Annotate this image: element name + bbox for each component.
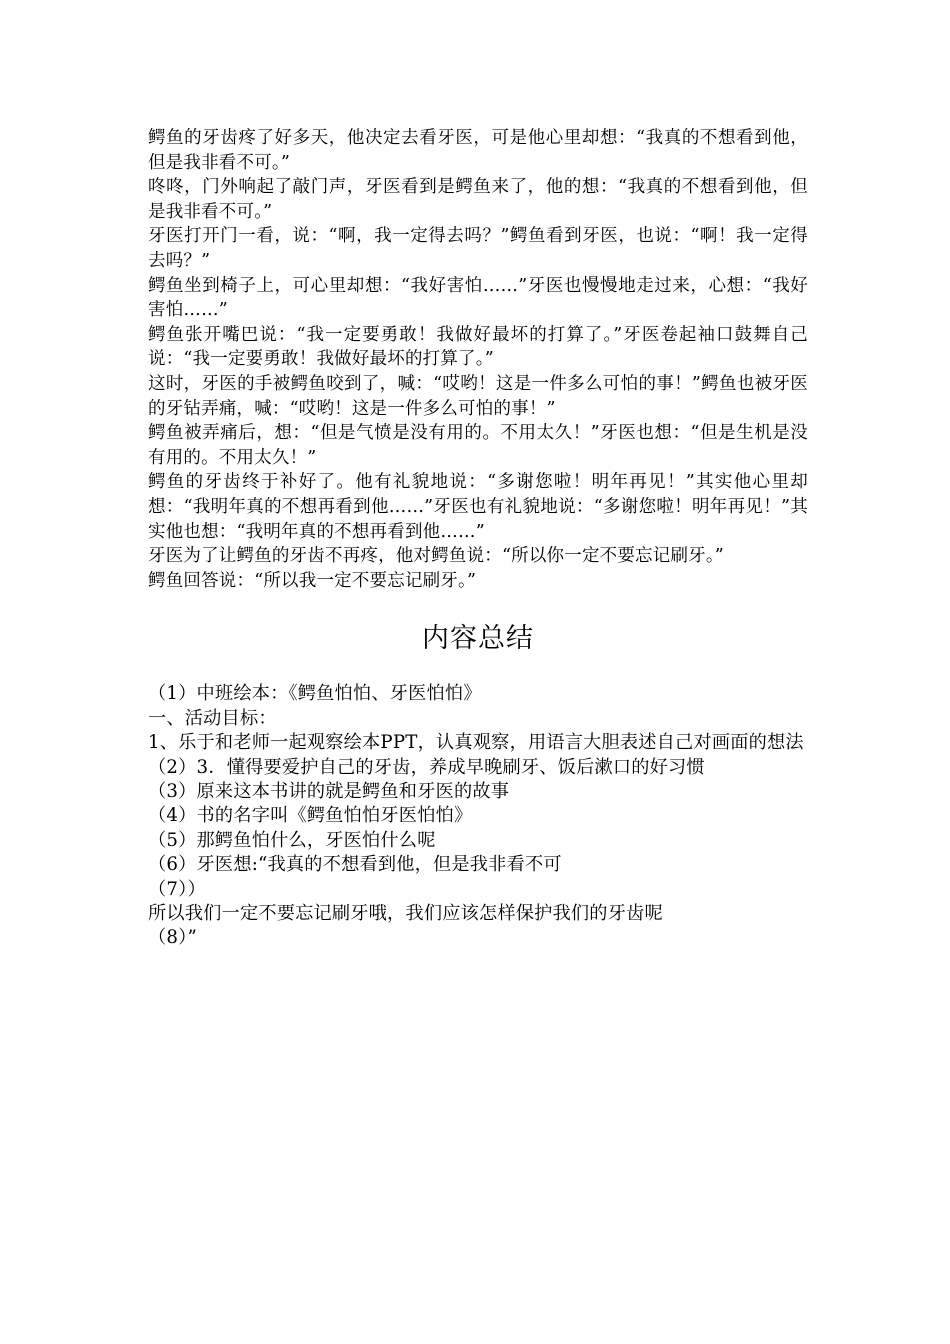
story-text: [148, 126, 808, 593]
summary-item: （8）”: [148, 927, 197, 949]
summary-item: （3）原来这本书讲的就是鳄鱼和牙医的故事: [148, 780, 510, 802]
story-paragraph: 牙医打开门一看，说：“啊，我一定得去吗？”鳄鱼看到牙医，也说：“啊！我一定得去吗？”: [148, 226, 808, 271]
summary-item: （5）那鳄鱼怕什么，牙医怕什么呢: [148, 829, 436, 851]
story-paragraph: 鳄鱼被弄痛后，想：“但是气愤是没有用的。不用太久！”牙医也想：“但是生机是没有用的。不用太久！”: [148, 423, 808, 468]
summary-item: 1、乐于和老师一起观察绘本PPT，认真观察，用语言大胆表述自己对画面的想法: [148, 732, 804, 754]
summary-item: 一、活动目标：: [148, 707, 277, 729]
story-paragraph: 这时，牙医的手被鳄鱼咬到了，喊：“哎哟！这是一件多么可怕的事！”鳄鱼也被牙医的牙钻弄痛，喊：“哎哟！这是一件多么可怕的事！”: [148, 373, 808, 419]
summary-item: （6）牙医想:“我真的不想看到他，但是我非看不可: [148, 854, 562, 876]
story-paragraph: 鳄鱼回答说：“所以我一定不要忘记刷牙。”: [148, 570, 477, 591]
summary-list: [148, 682, 808, 950]
summary-item: 所以我们一定不要忘记刷牙哦，我们应该怎样保护我们的牙齿呢: [148, 902, 663, 924]
story-paragraph: 牙医为了让鳄鱼的牙齿不再疼，他对鳄鱼说：“所以你一定不要忘记刷牙。”: [148, 546, 724, 567]
summary-item: （4）书的名字叫《鳄鱼怕怕牙医怕怕》: [148, 805, 473, 827]
document-page: [148, 126, 808, 951]
story-paragraph: 咚咚，门外响起了敲门声，牙医看到是鳄鱼来了，他的想：“我真的不想看到他，但是我非看不可。”: [148, 177, 808, 222]
summary-item: （2）3．懂得要爱护自己的牙齿，养成早晚刷牙、饭后漱口的好习惯: [148, 756, 705, 778]
story-paragraph: 鳄鱼坐到椅子上，可心里却想：“我好害怕……”牙医也慢慢地走过来，心想：“我好害怕……”: [148, 275, 808, 321]
summary-item: （7））: [148, 878, 206, 900]
summary-item: （1）中班绘本：《鳄鱼怕怕、牙医怕怕》: [148, 683, 482, 705]
summary-heading: 内容总结: [422, 623, 534, 655]
story-paragraph: 鳄鱼的牙齿疼了好多天，他决定去看牙医，可是他心里却想：“我真的不想看到他，但是我非看不可。”: [148, 128, 808, 173]
story-paragraph: 鳄鱼的牙齿终于补好了。他有礼貌地说：“多谢您啦！明年再见！”其实他心里却想：“我明年真的不想再看到他……”牙医也有礼貌地说：“多谢您啦！明年再见！”其实他也想：“我明年真的不想再看到他……”: [148, 472, 808, 542]
story-paragraph: 鳄鱼张开嘴巴说：“我一定要勇敢！我做好最坏的打算了。”牙医卷起袖口鼓舞自己说：“我一定要勇敢！我做好最坏的打算了。”: [148, 324, 808, 370]
